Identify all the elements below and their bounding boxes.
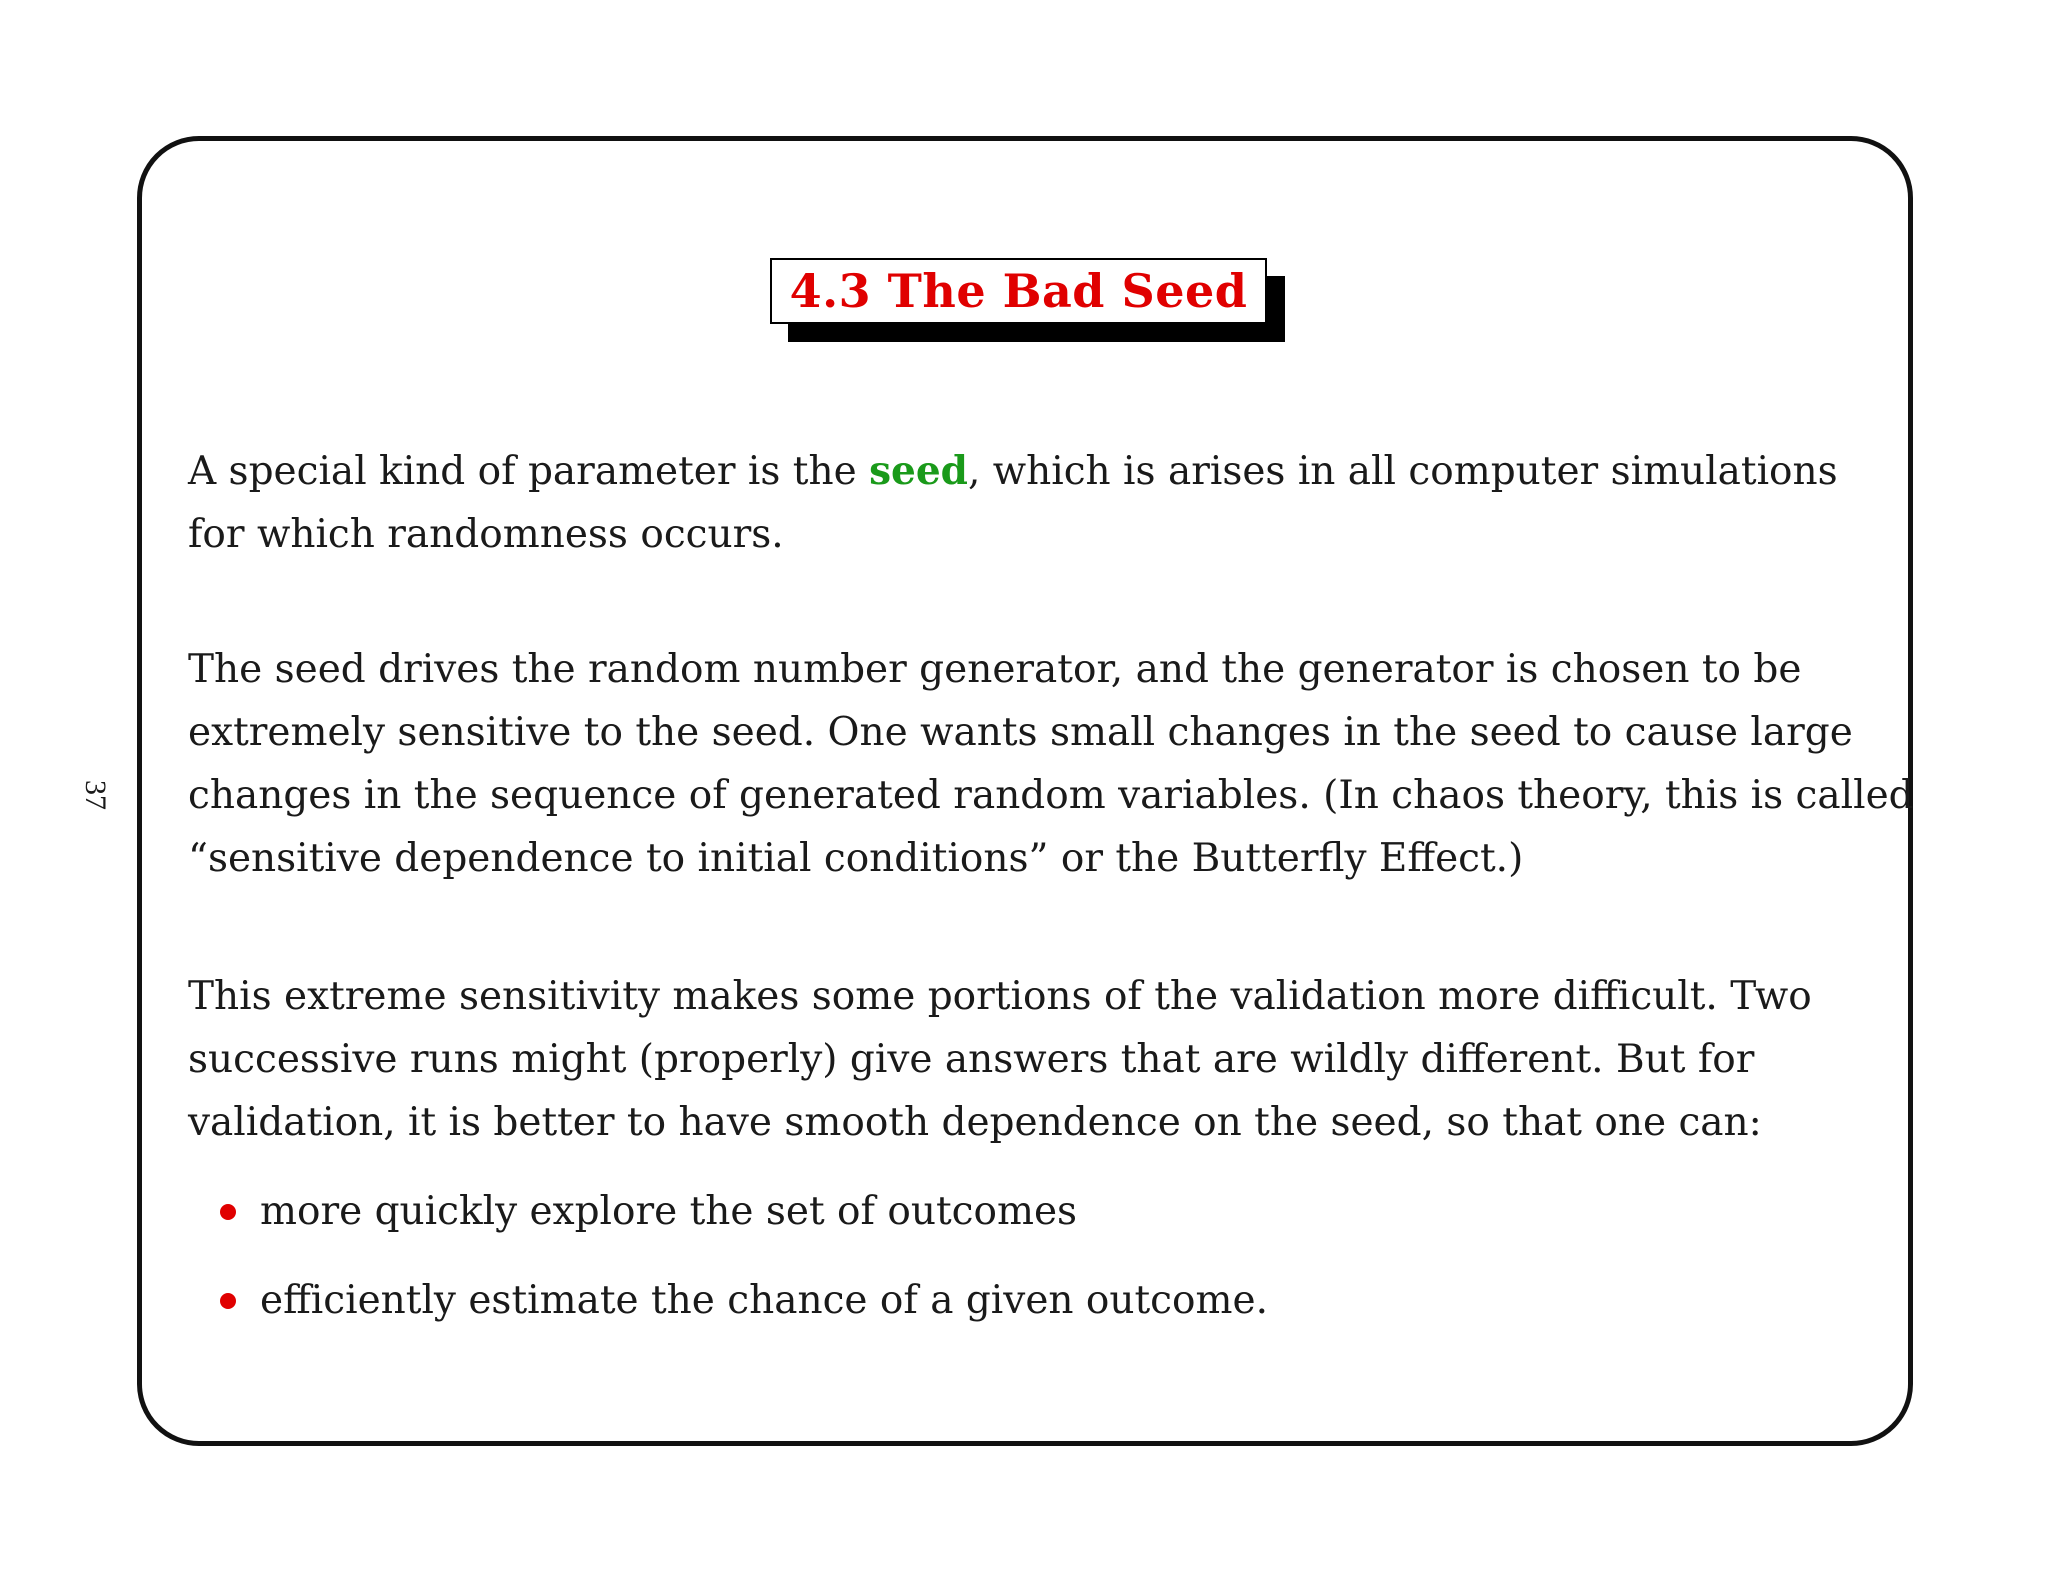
slide-title-box [770, 258, 1267, 324]
paragraph-intro-line-2: for which randomness occurs. [188, 512, 784, 557]
title-frame [770, 258, 1267, 324]
seed-keyword: seed [869, 448, 968, 494]
paragraph-validation-line-3: validation, it is better to have smooth dependence on the seed, so that one can: [188, 1100, 1762, 1145]
paragraph-sensitivity [188, 638, 1914, 890]
paragraph-sensitivity-line-1: The seed drives the random number generator, and the generator is chosen to be [188, 647, 1802, 692]
paragraph-intro-line-1 [188, 440, 1888, 503]
paragraph-validation [188, 965, 1888, 1154]
page-number-label: 37 [79, 780, 112, 810]
bullet-list [220, 1180, 1268, 1358]
list-item [220, 1180, 1268, 1243]
paragraph-intro [188, 440, 1888, 566]
paragraph-sensitivity-line-3: changes in the sequence of generated random variables. (In chaos theory, this is called [188, 773, 1914, 818]
paragraph-validation-line-2: successive runs might (properly) give answers that are wildly different. But for [188, 1037, 1755, 1082]
intro-text-before-keyword: A special kind of parameter is the [188, 449, 870, 494]
bullet-text: efficiently estimate the chance of a given outcome. [260, 1278, 1268, 1323]
intro-text-after-keyword: , which is arises in all computer simulations [967, 449, 1838, 494]
bullet-dot-icon [220, 1293, 236, 1309]
paragraph-sensitivity-line-4: “sensitive dependence to initial conditions” or the Butterfly Effect.) [188, 836, 1524, 881]
paragraph-validation-line-1: This extreme sensitivity makes some portions of the validation more difficult. Two [188, 974, 1812, 1019]
slide-title: 4.3 The Bad Seed [789, 264, 1248, 318]
bullet-dot-icon [220, 1204, 236, 1220]
list-item [220, 1269, 1268, 1332]
paragraph-sensitivity-line-2: extremely sensitive to the seed. One wants small changes in the seed to cause large [188, 710, 1853, 755]
bullet-text: more quickly explore the set of outcomes [260, 1189, 1078, 1234]
